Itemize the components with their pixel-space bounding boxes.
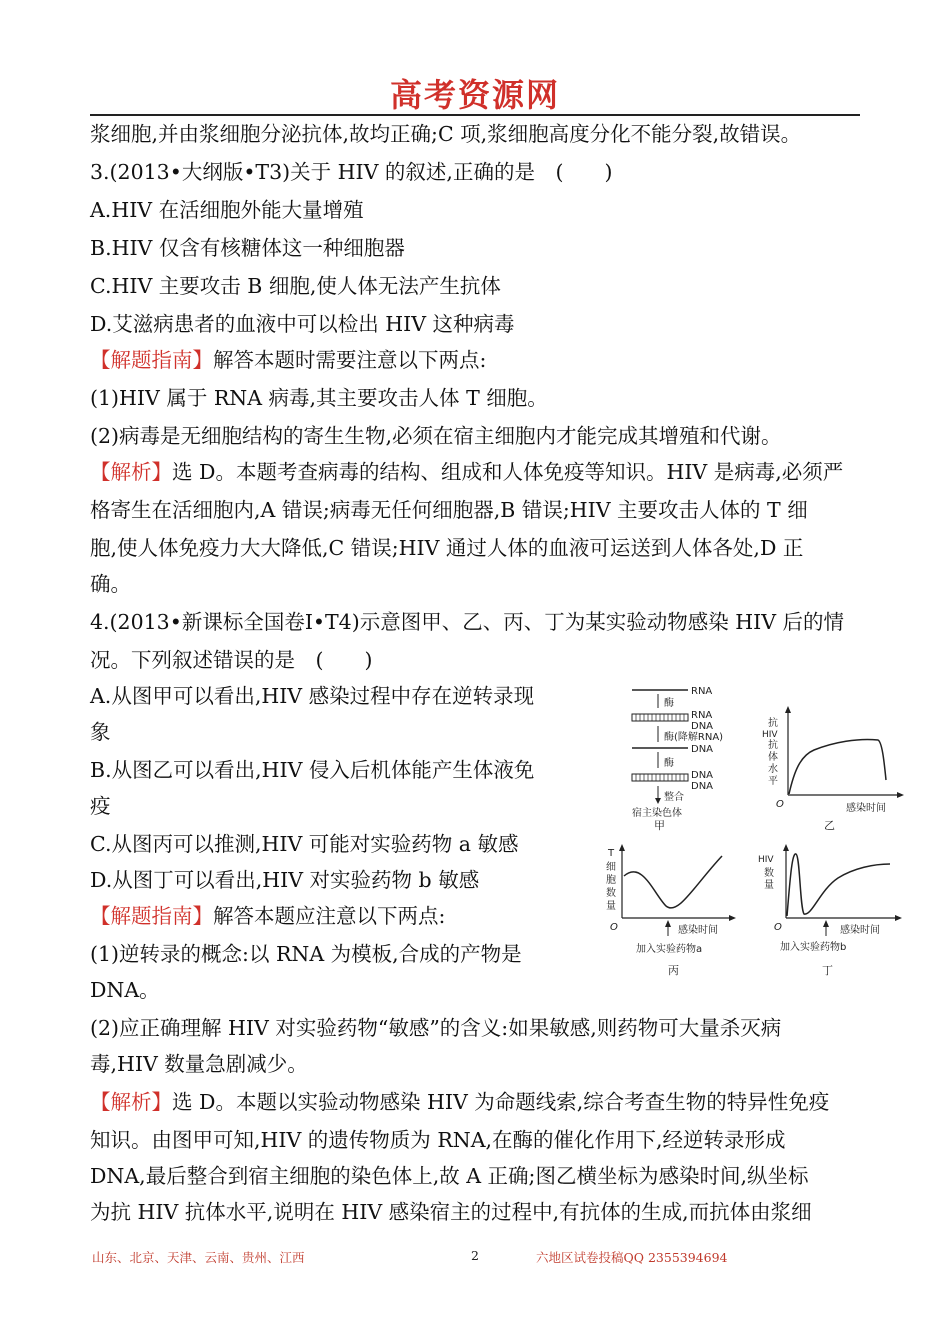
text-line: DNA,最后整合到宿主细胞的染色体上,故 A 正确;图乙横坐标为感染时间,纵坐标 (90, 1164, 809, 1188)
svg-text:甲: 甲 (654, 819, 665, 832)
svg-text:DNA: DNA (691, 781, 714, 792)
svg-text:酶: 酶 (664, 698, 674, 709)
text-line: DNA。 (90, 978, 160, 1002)
text-line: 胞,使人体免疫力大大降低,C 错误;HIV 通过人体的血液可运送到人体各处,D 正 (90, 536, 804, 560)
text-line: (2)应正确理解 HIV 对实验药物“敏感”的含义:如果敏感,则药物可大量杀灭病 (90, 1016, 782, 1040)
graph-bing (606, 844, 736, 977)
footer-regions: 山东、北京、天津、云南、贵州、江西 (92, 1250, 305, 1265)
svg-text:T: T (608, 848, 615, 859)
guide-tag: 【解题指南】 (90, 904, 213, 928)
option-d: D.艾滋病患者的血液中可以检出 HIV 这种病毒 (90, 312, 515, 336)
svg-text:DNA: DNA (691, 744, 714, 755)
text-line: 知识。由图甲可知,HIV 的遗传物质为 RNA,在酶的催化作用下,经逆转录形成 (90, 1128, 786, 1152)
footer-contact: 六地区试卷投稿QQ 2355394694 (536, 1250, 728, 1265)
svg-text:胞: 胞 (606, 875, 616, 886)
option-a-cont: 象 (90, 720, 111, 744)
option-a: A.HIV 在活细胞外能大量增殖 (90, 198, 364, 222)
svg-text:感染时间: 感染时间 (840, 925, 880, 936)
option-b: B.HIV 仅含有核糖体这一种细胞器 (90, 236, 405, 260)
text-line: (2)病毒是无细胞结构的寄生生物,必须在宿主细胞内才能完成其增殖和代谢。 (90, 424, 782, 448)
svg-text:感染时间: 感染时间 (846, 803, 886, 814)
guide-tag: 【解题指南】 (90, 348, 213, 372)
svg-text:加入实验药物b: 加入实验药物b (780, 942, 847, 953)
svg-text:酶(降解RNA): 酶(降解RNA) (664, 732, 724, 743)
analysis-tag: 【解析】 (90, 1090, 172, 1114)
text-line: 毒,HIV 数量急剧减少。 (90, 1052, 308, 1076)
text-line: 格寄生在活细胞内,A 错误;病毒无任何细胞器,B 错误;HIV 主要攻击人体的 T 细 (90, 498, 808, 522)
option-b-cont: 疫 (90, 794, 111, 818)
guide-line: 【解题指南】解答本题时需要注意以下两点: (90, 348, 487, 372)
svg-text:整合: 整合 (664, 792, 684, 803)
option-a: A.从图甲可以看出,HIV 感染过程中存在逆转录现 (90, 684, 535, 708)
option-b: B.从图乙可以看出,HIV 侵入后机体能产生体液免 (90, 758, 535, 782)
diagram-jia (632, 686, 723, 832)
svg-text:数: 数 (606, 888, 616, 899)
svg-text:细: 细 (606, 862, 616, 873)
site-logo: 高考资源网 (389, 76, 560, 114)
svg-text:水: 水 (768, 764, 778, 775)
svg-text:O: O (610, 922, 618, 933)
svg-text:HIV: HIV (758, 855, 774, 865)
svg-text:DNA: DNA (691, 721, 714, 732)
svg-text:丙: 丙 (668, 964, 679, 977)
analysis-tag: 【解析】 (90, 460, 172, 484)
option-c: C.HIV 主要攻击 B 细胞,使人体无法产生抗体 (90, 274, 501, 298)
svg-text:体: 体 (768, 752, 778, 763)
hiv-figure (590, 680, 910, 980)
svg-text:量: 量 (606, 901, 616, 912)
svg-text:DNA: DNA (691, 770, 714, 781)
text-line: (1)HIV 属于 RNA 病毒,其主要攻击人体 T 细胞。 (90, 386, 548, 410)
text-line: (1)逆转录的概念:以 RNA 为模板,合成的产物是 (90, 942, 522, 966)
analysis-line: 【解析】选 D。本题以实验动物感染 HIV 为命题线索,综合考查生物的特异性免疫 (90, 1090, 830, 1114)
analysis-line: 【解析】选 D。本题考查病毒的结构、组成和人体免疫等知识。HIV 是病毒,必须严 (90, 460, 844, 484)
svg-text:HIV: HIV (762, 730, 778, 740)
svg-text:平: 平 (768, 776, 778, 787)
svg-text:乙: 乙 (824, 819, 835, 832)
question-4-stem-cont: 况。下列叙述错误的是 ( ) (90, 648, 373, 672)
svg-text:量: 量 (764, 880, 774, 891)
svg-text:RNA: RNA (691, 686, 713, 697)
option-d: D.从图丁可以看出,HIV 对实验药物 b 敏感 (90, 868, 480, 892)
svg-text:O: O (774, 922, 782, 933)
svg-text:宿主染色体: 宿主染色体 (632, 808, 682, 819)
svg-text:O: O (776, 799, 784, 810)
page-number: 2 (471, 1248, 479, 1263)
guide-line: 【解题指南】解答本题应注意以下两点: (90, 904, 446, 928)
question-3-stem: 3.(2013•大纲版•T3)关于 HIV 的叙述,正确的是 ( ) (90, 160, 613, 184)
graph-yi (762, 706, 904, 832)
svg-text:抗: 抗 (768, 718, 778, 729)
graph-ding (758, 844, 902, 977)
header-divider (90, 114, 860, 116)
text-line: 为抗 HIV 抗体水平,说明在 HIV 感染宿主的过程中,有抗体的生成,而抗体由浆细 (90, 1200, 812, 1224)
svg-text:感染时间: 感染时间 (678, 925, 718, 936)
text-line: 浆细胞,并由浆细胞分泌抗体,故均正确;C 项,浆细胞高度分化不能分裂,故错误。 (90, 122, 802, 146)
svg-text:丁: 丁 (822, 964, 833, 977)
svg-text:数: 数 (764, 868, 774, 879)
svg-text:RNA: RNA (691, 710, 713, 721)
svg-text:加入实验药物a: 加入实验药物a (636, 944, 703, 955)
svg-text:酶: 酶 (664, 758, 674, 769)
text-line: 确。 (90, 572, 131, 596)
option-c: C.从图丙可以推测,HIV 可能对实验药物 a 敏感 (90, 832, 519, 856)
question-4-stem: 4.(2013•新课标全国卷Ⅰ•T4)示意图甲、乙、丙、丁为某实验动物感染 HIV 后的情 (90, 610, 845, 634)
svg-text:抗: 抗 (768, 740, 778, 751)
